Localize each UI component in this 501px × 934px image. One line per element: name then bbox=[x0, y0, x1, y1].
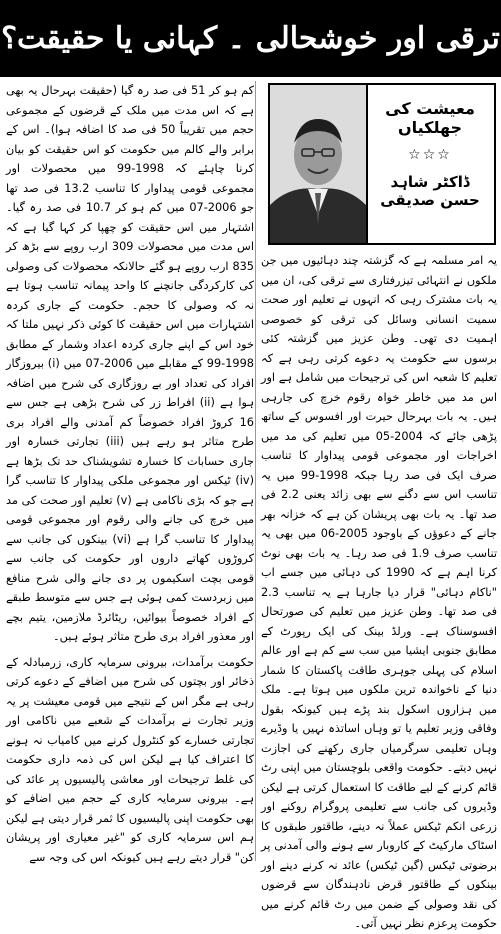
star-icons: ☆☆☆ bbox=[408, 147, 452, 163]
left-column bbox=[6, 81, 254, 865]
left-paragraph: کم ہو کر 51 فی صد رہ گیا (حقیقت بہرحال یہ بھی ہے کہ اس مدت میں ملک کے قرضوں کے مجموعی حجم میں تقریباً 50 فی صد کا اضافہ ہوا)۔ اس کے برابر والے کالم میں حکومت کو اس حقیقت کو بیان کرنا چاہئے کہ 1998-99 میں محصولات اور مجموعی قومی پیداوار کا تناسب 13.2 فی صد تھا جو 2006-07 میں کم ہو کر 10.7 فی صد رہ گیا۔ اشتہار میں اس حقیقت کو چھپا کر کہا گیا ہے کہ اس مدت میں محصولات 309 ارب روپے سے بڑھ کر 835 ارب روپے ہو گئے حالانکہ محصولات کی وصولی کی کارکردگی جانچنے کا واحد پیمانہ تناسب ہوتا ہے نہ کہ وصولی کا حجم۔ حکومت کے جاری کردہ اشتہارات میں اس حقیقت کا کوئی ذکر نہیں ملتا کہ خود اس کے اپنے جاری کردہ اعداد وشمار کے مطابق 1998-99 کے مقابلے میں 2006-07 میں (i) بیروزگار افراد کی تعداد اور بے روزگاری کی شرح میں اضافہ ہوا ہے (ii) افراط زر کی شرح بڑھی ہے جس سے 16 کروڑ افراد خصوصاً کم آمدنی والے افراد بری طرح متاثر ہو رہے ہیں (iii) تجارتی خسارہ اور جاری حسابات کا خسارہ تشویشناک حد تک بڑھا ہے (iv) ٹیکس اور مجموعی ملکی پیداوار کا تناسب گرا ہے جو کہ بڑی ناکامی ہے (v) تعلیم اور صحت کی مد میں خرچ کی جانے والی رقوم اور مجموعی قومی پیداوار کا تناسب گرا ہے (vi) بینکوں کی جانب سے کروڑوں کھاتے داروں اور حکومت کی جانب سے قومی بچت اسکیموں پر دی جانے والی شرح منافع میں زبردست کمی ہوئی ہے جس سے متوسط طبقے کے افراد خصوصاً بیوائیں، ریٹائرڈ ملازمین، یتیم بچے اور معذور افراد بری طرح متاثر ہوئے ہیں۔ bbox=[6, 84, 255, 643]
author-name: ڈاکٹر شاہد حسن صدیقی bbox=[380, 173, 480, 209]
right-paragraph: یہ امر مسلمہ ہے کہ گزشتہ چند دہائیوں میں جن ملکوں نے انتہائی تیزرفتاری سے ترقی کی، ان میں یہ بات مشترک رہی کہ انہوں نے تعلیم اور صحت سمیت انسانی وسائل کی ترقی کو خصوصی اہمیت دی تھی۔ وطن عزیز میں گزشتہ کئی برسوں سے حکومت یہ دعوے کرتی رہی ہے کہ تعلیم کا شعبہ اس کی ترجیحات میں شامل ہے اور اس مد میں خاطر خواہ رقوم خرچ کی جارہی ہیں۔ یہ بات بہرحال حیرت اور افسوس کے ساتھ پڑھی جائے کہ 2004-05 میں تعلیم کی مد میں اخراجات اور مجموعی قومی پیداوار کا تناسب صرف ایک فی صد رہا جبکہ 1998-99 میں یہ تناسب اس سے دگنے سے بھی زائد یعنی 2.2 فی صد تھا۔ یہ بات بھی پریشان کن ہے کہ خزانہ بھر جانے کے دعوؤں کے باوجود 2005-06 میں بھی یہ تناسب صرف 1.9 فی صد رہا۔ یہ بات بھی نوٹ کرنا اہم ہے کہ 1990 کی دہائی میں جسے اب "ناکام دہائی" قرار دیا جارہا ہے یہ تناسب 2.3 فی صد تھا۔ وطن عزیز میں تعلیم کی صورتحال افسوسناک ہے۔ ورلڈ بینک کی ایک رپورٹ کے مطابق جنوبی ایشیا میں سب سے کم ہے اور عالم اسلام کی پہلی جوہری طاقت پاکستان کا شمار دنیا کے ناخواندہ ترین ملکوں میں ہوتا ہے۔ ملک میں ہزاروں اسکول بند پڑے ہیں کیونکہ بقول وفاقی وزیر تعلیم یا تو وہاں اساتذہ نہیں یا وڈیرے وہاں تعلیمی سرگرمیاں جاری رکھنے کی اجازت نہیں دیتے۔ حکومت واقعی بلوچستان میں اپنی رٹ قائم کرنے کے لیے طاقت کا استعمال کرتی ہے لیکن وڈیروں کی جانب سے تعلیمی پروگرام روکنے اور زرعی انکم ٹیکس عملاً نہ دینے، طاقتور طبقوں کا اسٹاک مارکیٹ کے کاروبار سے ہونے والی آمدنی پر برضوتی ٹیکس (گین ٹیکس) عائد نہ کرنے دینے اور بینکوں کے طاقتور قرض نادہندگان سے قرضوں کی نقد وصولی کے ضمن میں رٹ قائم کرنے میں حکومت پرعزم نظر نہیں آتی۔ bbox=[261, 254, 497, 930]
right-column bbox=[261, 251, 497, 930]
headline-banner bbox=[0, 0, 501, 77]
left-paragraph: حکومت برآمدات، بیرونی سرمایہ کاری، زرمبادلہ کے ذخائر اور بچتوں کی شرح میں اضافے کے دعوے کرتی رہی ہے مگر اس کے نتیجے میں قومی معیشت پر یہ وزیر تجارت نے برآمدات کے شعبے میں ناکامی اور تجارتی خسارے کو کنٹرول کرنے میں کامیاب نہ ہونے کا اعتراف کیا ہے لیکن اس کی ذمہ داری حکومت کی غلط ترجیحات اور معاشی پالیسیوں پر عائد کی ہے۔ بیرونی سرمایہ کاری کے حجم میں اضافے کو بھی حکومت اپنی پالیسیوں کا ثمر قرار دیتی ہے لیکن ہم اس سرمایہ کاری کو "غیر معیاری اور پریشان کن" قرار دیتے رہے ہیں کیونکہ اس کی وجہ سے bbox=[6, 655, 254, 864]
byline-box bbox=[268, 83, 496, 245]
author-photo bbox=[270, 85, 368, 243]
column-divider bbox=[255, 81, 256, 861]
column-series-title: معیشت کی جھلکیاں bbox=[385, 99, 475, 137]
headline-title: ترقی اور خوشحالی ۔ کہانی یا حقیقت؟ bbox=[1, 21, 500, 56]
author-portrait-image bbox=[270, 85, 366, 243]
byline bbox=[372, 85, 488, 243]
